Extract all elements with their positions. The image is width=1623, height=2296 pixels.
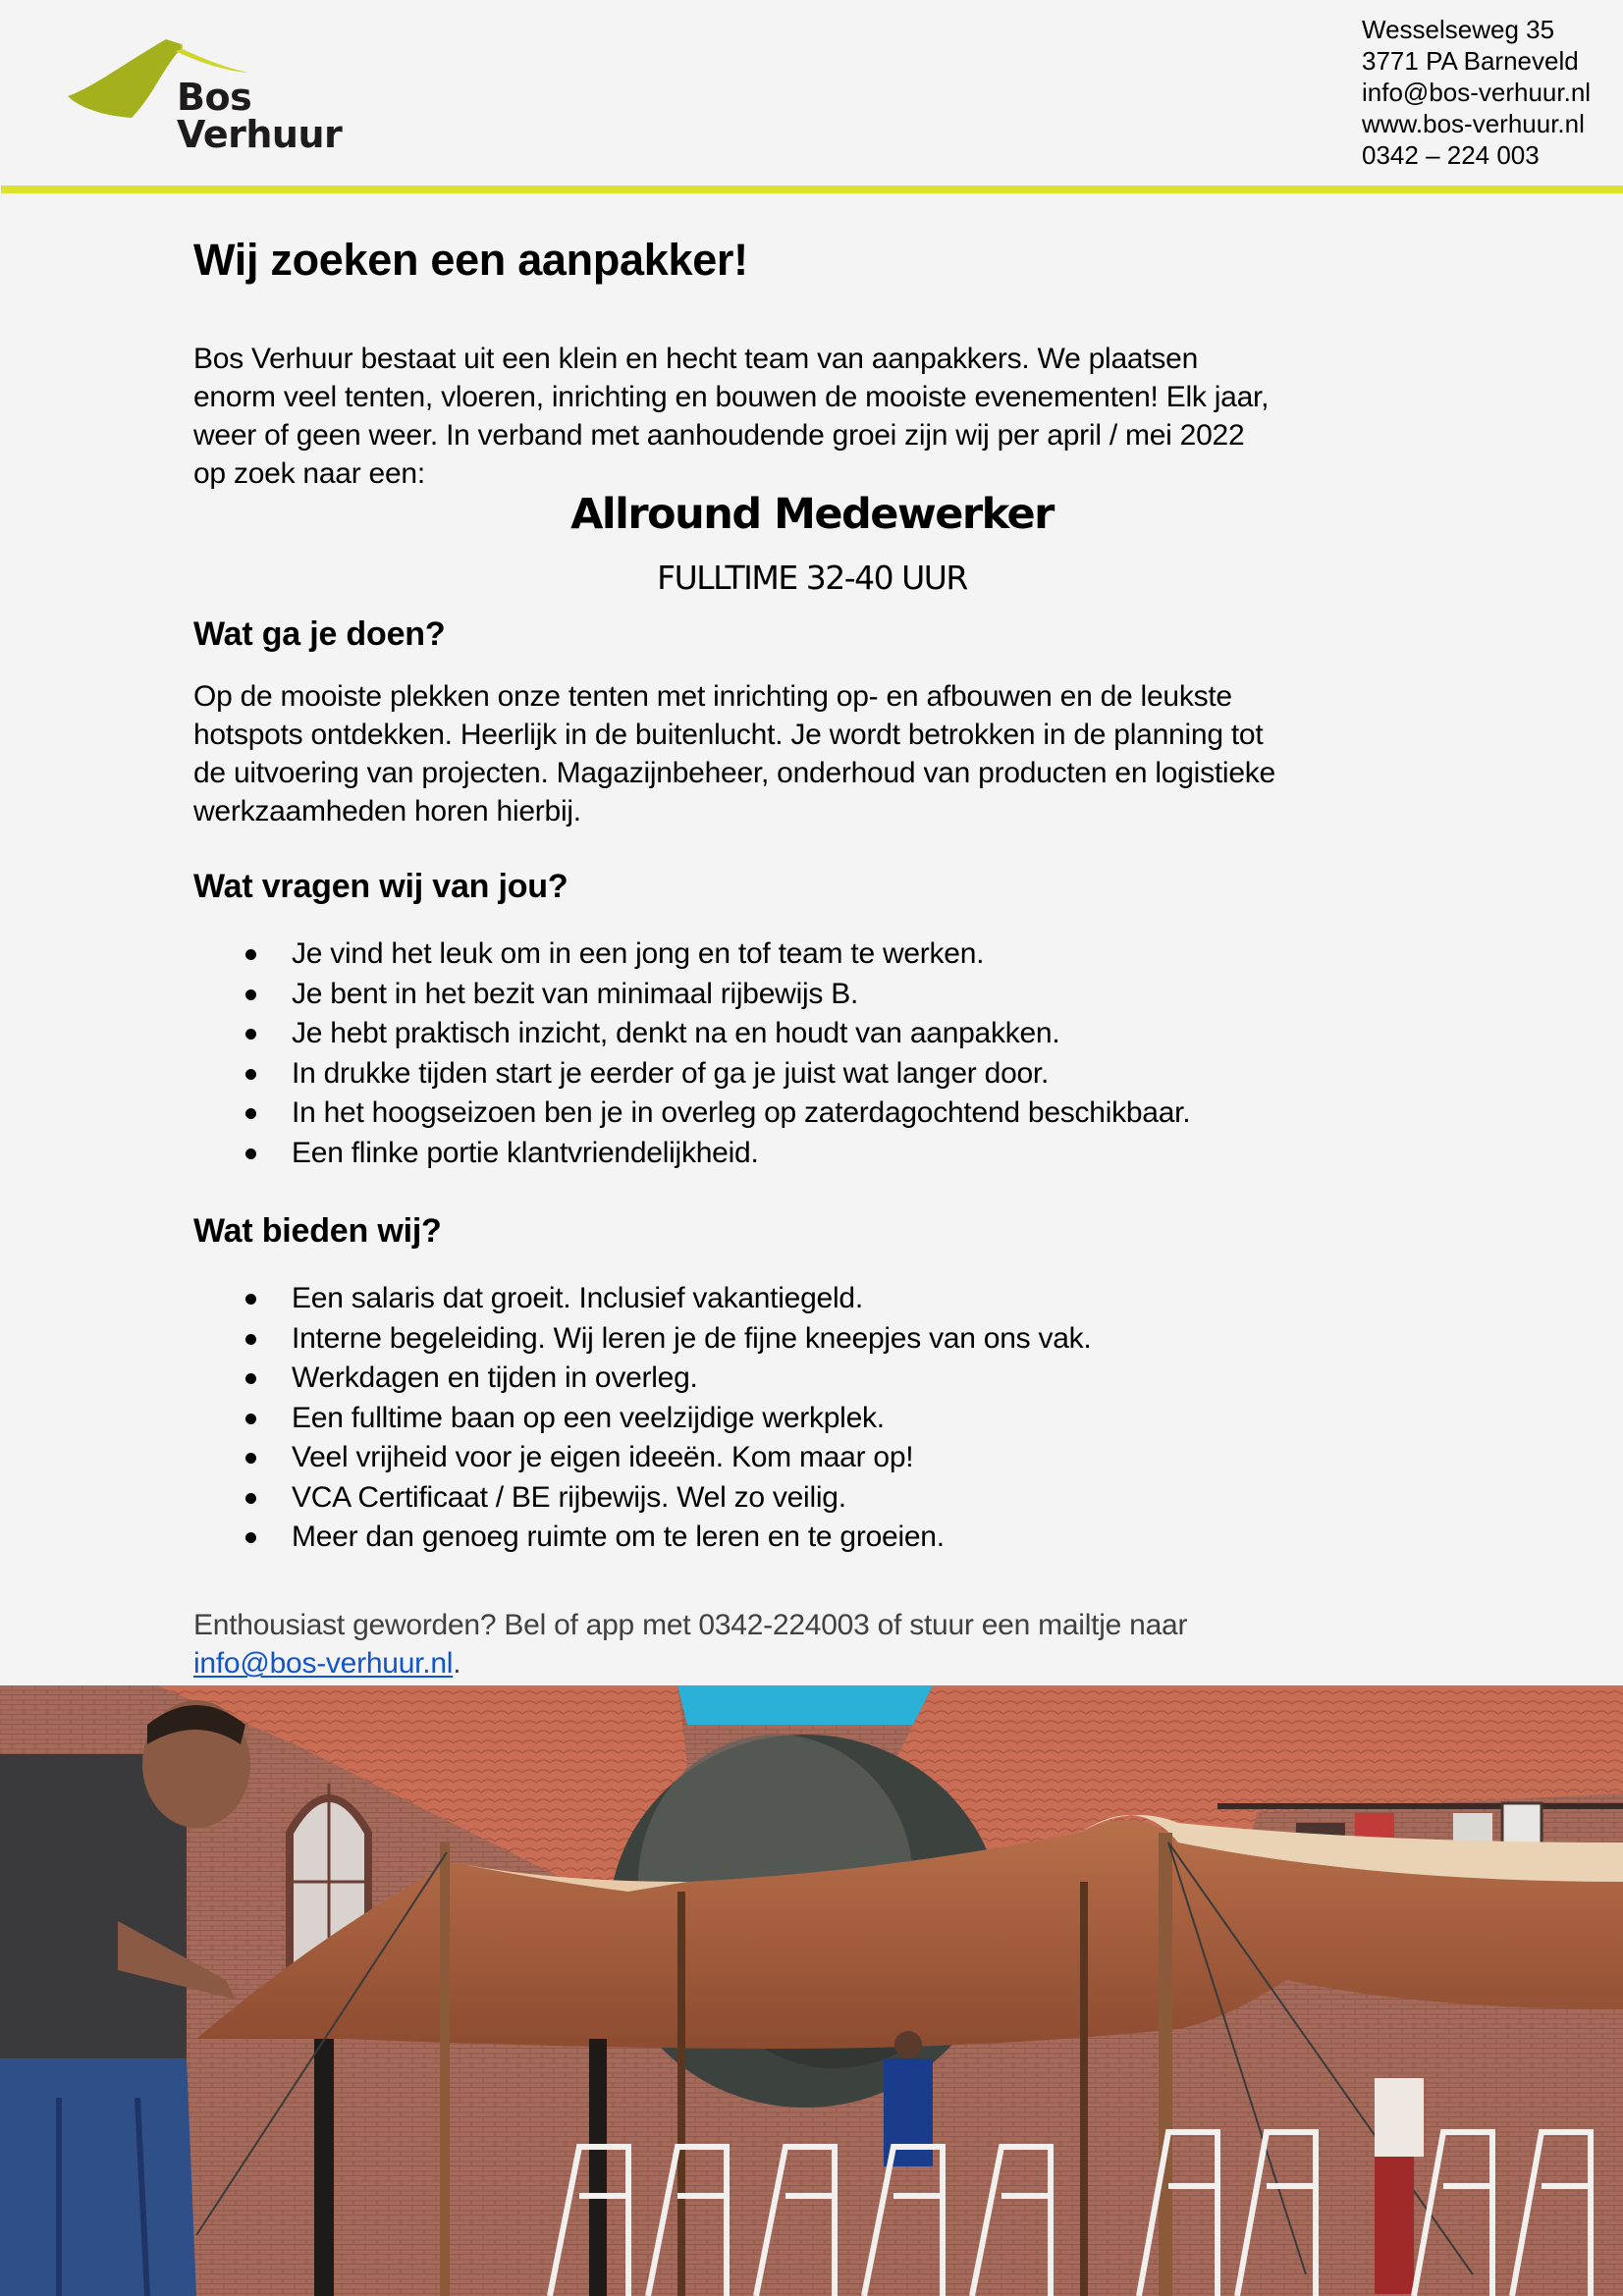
contact-website: www.bos-verhuur.nl <box>1362 109 1585 138</box>
contact-phone: 0342 – 224 003 <box>1362 140 1540 170</box>
contact-street: Wesselseweg 35 <box>1362 15 1555 44</box>
intro-line: weer of geen weer. In verband met aanhoudende groei zijn wij per april / mei 2022 <box>193 419 1245 452</box>
contact-city: 3771 PA Barneveld <box>1362 46 1579 76</box>
bullet-icon <box>245 1453 256 1464</box>
cta-suffix: . <box>453 1647 461 1680</box>
list-item-text: Je hebt praktisch inzicht, denkt na en houdt van aanpakken. <box>292 1017 1060 1049</box>
cta-text: Enthousiast geworden? Bel of app met 0342-224003 of stuur een mailtje naar <box>193 1609 1188 1641</box>
job-hours: FULLTIME 32-40 UUR <box>657 559 967 597</box>
list-item <box>193 1399 1092 1439</box>
stretch-tent-event-photo-icon <box>0 1685 1623 2296</box>
bullet-icon <box>245 1414 256 1424</box>
event-tent-photo <box>0 1685 1623 2296</box>
requirements-list <box>193 934 1190 1173</box>
list-item <box>193 1134 1190 1174</box>
list-item <box>193 1054 1190 1095</box>
bullet-icon <box>245 1532 256 1543</box>
logo-wordmark: Bos Verhuur <box>177 76 343 156</box>
page-title: Wij zoeken een aanpakker! <box>193 235 748 285</box>
list-item <box>193 1319 1092 1360</box>
bullet-icon <box>245 1069 256 1080</box>
job-title: Allround Medewerker <box>570 490 1054 539</box>
intro-line: enorm veel tenten, vloeren, inrichting en bouwen de mooiste evenementen! Elk jaar, <box>193 381 1270 413</box>
list-item <box>193 1518 1092 1558</box>
list-item-text: Een fulltime baan op een veelzijdige werkplek. <box>292 1401 885 1434</box>
bullet-icon <box>245 989 256 1000</box>
offer-list <box>193 1279 1092 1558</box>
list-item <box>193 975 1190 1015</box>
list-item <box>193 1014 1190 1054</box>
list-item <box>193 1279 1092 1319</box>
bullet-icon <box>245 949 256 960</box>
list-item-text: Een flinke portie klantvriendelijkheid. <box>292 1136 759 1169</box>
list-item <box>193 1478 1092 1519</box>
bullet-icon <box>245 1493 256 1504</box>
list-item-text: Je bent in het bezit van minimaal rijbewijs B. <box>292 977 859 1010</box>
list-item-text: Werkdagen en tijden in overleg. <box>292 1362 698 1394</box>
list-item <box>193 1094 1190 1134</box>
tasks-line: de uitvoering van projecten. Magazijnbeheer, onderhoud van producten en logistieke <box>193 757 1275 789</box>
intro-line: Bos Verhuur bestaat uit een klein en hecht team van aanpakkers. We plaatsen <box>193 343 1199 375</box>
company-logo <box>65 37 428 156</box>
list-item <box>193 934 1190 975</box>
list-item-text: Je vind het leuk om in een jong en tof team te werken. <box>292 937 985 970</box>
intro-line: op zoek naar een: <box>193 457 425 490</box>
tasks-paragraph <box>193 677 1460 830</box>
section-heading-requirements: Wat vragen wij van jou? <box>193 868 568 905</box>
tasks-line: Op de mooiste plekken onze tenten met inrichting op- en afbouwen en de leukste <box>193 680 1232 713</box>
list-item-text: Een salaris dat groeit. Inclusief vakantiegeld. <box>292 1282 863 1314</box>
contact-block <box>1362 14 1591 171</box>
bullet-icon <box>245 1373 256 1384</box>
call-to-action <box>193 1606 1460 1682</box>
letterhead <box>0 0 1623 196</box>
email-link[interactable]: info@bos-verhuur.nl <box>193 1647 454 1680</box>
section-heading-offer: Wat bieden wij? <box>193 1212 442 1250</box>
bullet-icon <box>245 1294 256 1305</box>
intro-paragraph <box>193 340 1460 493</box>
list-item-text: Meer dan genoeg ruimte om te leren en te groeien. <box>292 1521 945 1553</box>
list-item-text: Interne begeleiding. Wij leren je de fijne kneepjes van ons vak. <box>292 1321 1092 1355</box>
header-divider <box>1 186 1623 193</box>
bullet-icon <box>245 1148 256 1159</box>
list-item <box>193 1438 1092 1478</box>
list-item-text: Veel vrijheid voor je eigen ideeën. Kom maar op! <box>292 1441 914 1473</box>
list-item-text: In drukke tijden start je eerder of ga je juist wat langer door. <box>292 1056 1050 1090</box>
bullet-icon <box>245 1029 256 1040</box>
tasks-line: werkzaamheden horen hierbij. <box>193 795 581 828</box>
bullet-icon <box>245 1334 256 1345</box>
section-heading-tasks: Wat ga je doen? <box>193 615 446 653</box>
bullet-icon <box>245 1108 256 1119</box>
list-item-text: VCA Certificaat / BE rijbewijs. Wel zo veilig. <box>292 1480 846 1514</box>
list-item <box>193 1359 1092 1399</box>
tent-roof-logo-icon <box>65 37 183 126</box>
list-item-text: In het hoogseizoen ben je in overleg op zaterdagochtend beschikbaar. <box>292 1096 1191 1129</box>
contact-email: info@bos-verhuur.nl <box>1362 78 1592 107</box>
tasks-line: hotspots ontdekken. Heerlijk in de buitenlucht. Je wordt betrokken in de planning tot <box>193 719 1264 751</box>
